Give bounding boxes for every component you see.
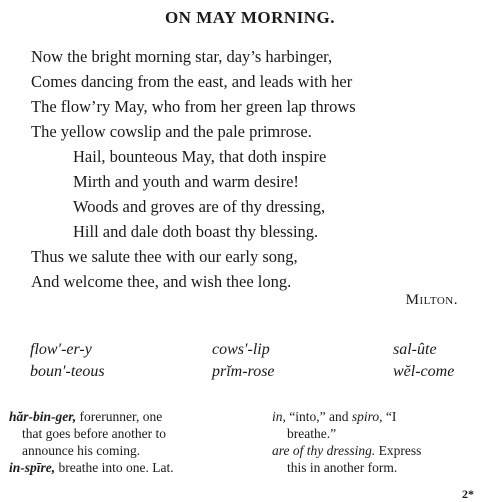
note-text: forerunner, one [76,409,163,424]
note-text: this in another form. [287,460,398,475]
note-text: Express [375,443,422,458]
vocab-word: prĭm-rose [212,363,275,380]
note-text: announce his coming. [22,443,141,458]
note-text: breathe into one. Lat. [55,460,174,475]
page-number: 2* [462,487,474,501]
vocab-word: cows′-lip [212,341,270,358]
note-text: “into,” and [285,409,352,424]
vocab-word: flow′-er-y [30,341,92,358]
poem-line: Now the bright morning star, day’s harbinger, [31,47,333,66]
poem-line: Hail, bounteous May, that doth inspire [73,147,327,166]
poem-line: Comes dancing from the east, and leads with her [31,72,353,91]
vocab-word: sal-ûte [393,341,437,358]
note-text: “I [382,409,397,424]
poem-title: ON MAY MORNING. [164,8,336,27]
note-term: in-spīre, [9,460,56,475]
poem-line: Woods and groves are of thy dressing, [73,197,326,216]
note-text: breathe.” [287,426,337,441]
vocab-word: wĕl-come [393,363,455,380]
poem-author: Milton. [405,292,458,308]
note-term: are of thy dressing. [272,443,376,458]
poem-line: Mirth and youth and warm desire! [73,172,299,191]
poem-line: Thus we salute thee with our early song, [31,247,298,266]
poem-line: And welcome thee, and wish thee long. [31,272,292,291]
note-term: spiro, [351,409,383,424]
note-text: that goes before another to [22,426,166,441]
note-latin [272,408,396,425]
note-term: in, [272,409,286,424]
poem-line: The flow’ry May, who from her green lap throws [31,97,356,116]
poem-line: Hill and dale doth boast thy blessing. [73,222,319,241]
note-dressing [272,442,421,459]
note-harbinger [9,408,162,425]
note-inspire [9,459,174,476]
vocab-word: boun′-teous [30,363,105,380]
note-term: hăr-bin-ger, [9,409,77,424]
poem-line: The yellow cowslip and the pale primrose. [31,122,312,141]
